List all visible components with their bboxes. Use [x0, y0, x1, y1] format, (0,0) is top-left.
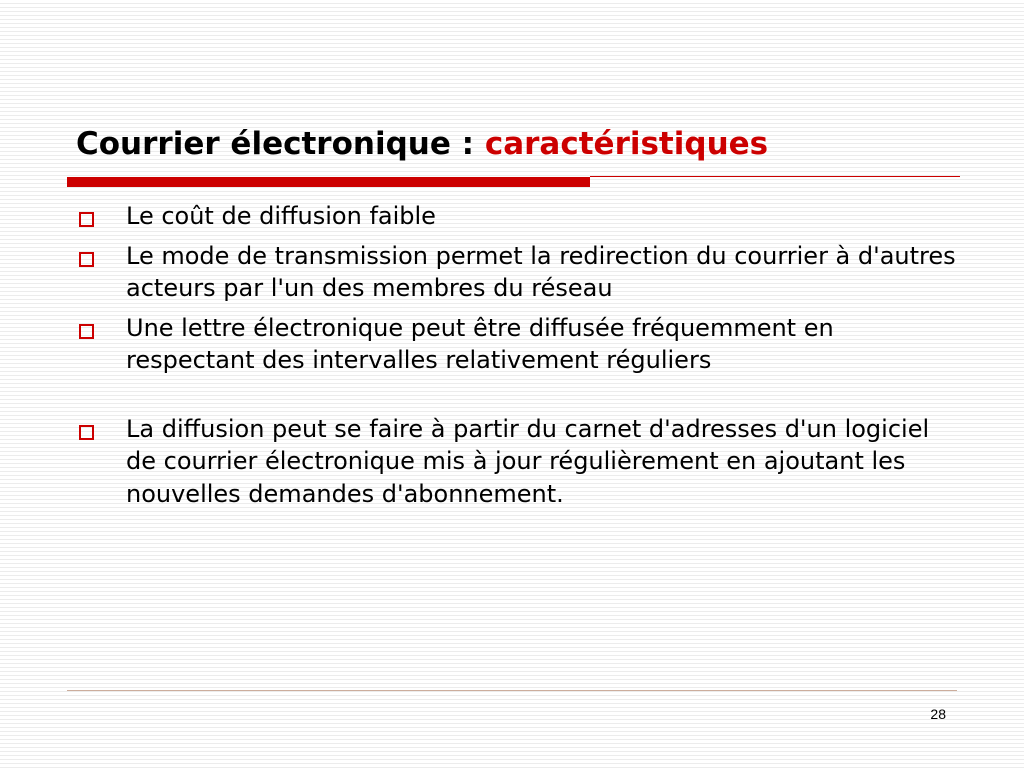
hollow-square-icon [79, 324, 94, 339]
list-item [76, 200, 956, 233]
bullet-text: Une lettre électronique peut être diffusée fréquemment en respectant des intervalles relativement réguliers [126, 313, 834, 374]
footer-divider [67, 690, 957, 691]
slide-title [76, 122, 768, 166]
bullet-list [76, 200, 956, 517]
list-item [76, 240, 956, 305]
hollow-square-icon [79, 212, 94, 227]
bullet-text: Le coût de diffusion faible [126, 202, 436, 230]
title-accent-text: caractéristiques [484, 126, 769, 162]
page-number: 28 [930, 706, 946, 722]
hollow-square-icon [79, 252, 94, 267]
title-underline-thick [67, 177, 590, 187]
bullet-text: La diffusion peut se faire à partir du carnet d'adresses d'un logiciel de courrier électronique mis à jour régulièrement en ajoutant les nouvelles demandes d'abonnement. [126, 414, 930, 508]
hollow-square-icon [79, 425, 94, 440]
list-item [76, 312, 956, 377]
title-underline-thin [590, 176, 960, 177]
list-item [76, 413, 956, 511]
bullet-text: Le mode de transmission permet la redirection du courrier à d'autres acteurs par l'un des membres du réseau [126, 241, 956, 302]
title-main-text: Courrier électronique : [76, 126, 485, 162]
